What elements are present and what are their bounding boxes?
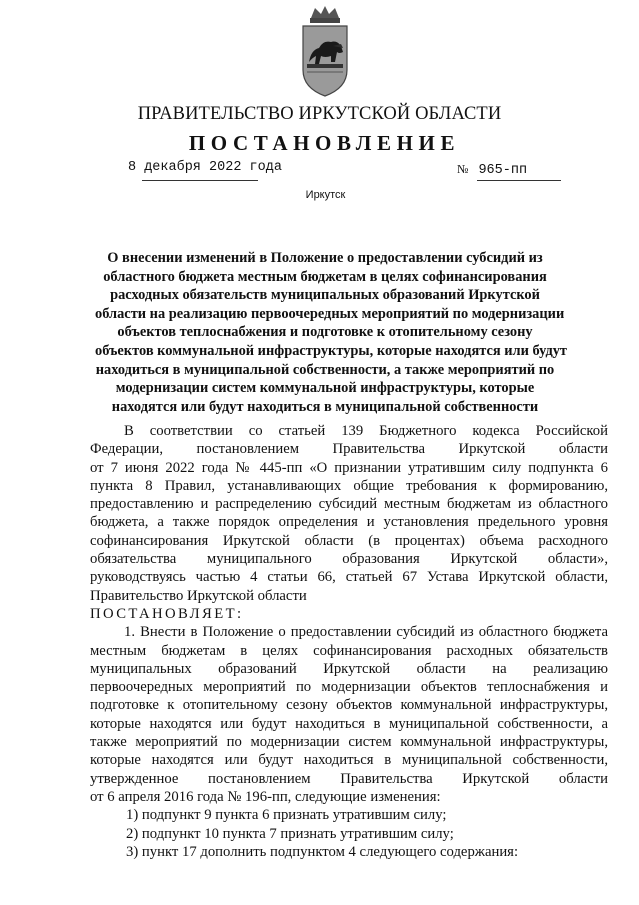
- item1-line: утвержденное постановлением Правительства Иркутской области: [90, 770, 608, 787]
- preamble-line: руководствуясь частью 4 статьи 66, статьей 67 Устава Иркутской области,: [90, 569, 608, 586]
- item1-line: первоочередных мероприятий по модернизации объектов теплоснабжения и: [90, 679, 608, 696]
- city-name: Иркутск: [305, 189, 346, 201]
- item1-line: подготовке к отопительному сезону объектов коммунальной инфраструктуры,: [90, 697, 608, 714]
- date-value: 8 декабря 2022 года: [128, 160, 282, 175]
- preamble-line: обязательства муниципального образования Иркутской области»,: [90, 551, 608, 568]
- heading-line: расходных обязательств муниципальных образований Иркутской: [110, 287, 540, 304]
- item1-line: 1. Внести в Положение о предоставлении субсидий из областного бюджета: [124, 624, 608, 641]
- heading-line: областного бюджета местным бюджетам в целях софинансирования: [103, 268, 547, 285]
- heading-line: модернизации систем коммунальной инфраструктуры, которые: [115, 380, 535, 397]
- decree-word: ПОСТАНОВЛЯЕТ:: [90, 605, 244, 622]
- heading-line: О внесении изменений в Положение о предоставлении субсидий из: [107, 250, 543, 266]
- item1-line: местным бюджетам в целях софинансирования расходных обязательств: [90, 642, 608, 659]
- preamble-line: Правительство Иркутской области: [90, 587, 307, 604]
- number-value: 965-пп: [478, 163, 528, 178]
- date-underline: [142, 180, 258, 181]
- heading-line: объектов коммунальной инфраструктуры, которые находятся или будут: [95, 342, 567, 359]
- document-date: [128, 160, 282, 175]
- preamble-line: пункта 8 Правил, устанавливающих общие требования к формированию,: [90, 477, 608, 494]
- number-underline: [477, 180, 561, 181]
- preamble-line: бюджета, а также порядок определения и установления предельного уровня: [90, 514, 608, 531]
- item1-line: которые находятся или будут находиться в муниципальной собственности,: [90, 752, 608, 769]
- item1-line: муниципальных образований Иркутской области на реализацию: [90, 660, 608, 677]
- item1-line: также мероприятий по модернизации систем коммунальной инфраструктуры,: [90, 734, 608, 751]
- number-sign: №: [457, 162, 469, 176]
- heading-line: находятся или будут находиться в муниципальной собственности: [111, 398, 539, 415]
- preamble-line: предоставлению и распределению субсидий местным бюджетам из областного: [90, 496, 608, 513]
- heading-line: объектов теплоснабжения и подготовке к отопительному сезону: [117, 324, 533, 341]
- document-number: [457, 162, 561, 178]
- document-heading: [95, 249, 567, 416]
- coat-of-arms-icon: [297, 4, 353, 98]
- document-body: [90, 422, 608, 861]
- sub-item: 2) подпункт 10 пункта 7 признать утратившим силу;: [126, 825, 454, 842]
- preamble-line: софинансирования Иркутской области (в процентах) объема расходного: [90, 532, 608, 549]
- heading-line: области на реализацию первоочередных мероприятий по модернизации: [95, 305, 565, 322]
- heading-line: находиться в муниципальной собственности, а также мероприятий по: [95, 361, 555, 378]
- preamble-line: Федерации, постановлением Правительства Иркутской области: [90, 441, 608, 458]
- preamble-line: от 7 июня 2022 года № 445-пп «О признании утратившим силу подпункта 6: [90, 459, 608, 476]
- sub-item: 3) пункт 17 дополнить подпунктом 4 следующего содержания:: [126, 843, 519, 860]
- government-title: ПРАВИТЕЛЬСТВО ИРКУТСКОЙ ОБЛАСТИ: [137, 104, 502, 124]
- item1-line: от 6 апреля 2016 года № 196-пп, следующие изменения:: [90, 788, 441, 805]
- preamble-line: В соответствии со статьей 139 Бюджетного кодекса Российской: [124, 423, 608, 439]
- item1-line: которые находятся или будут находиться в муниципальной собственности, а: [90, 715, 608, 732]
- document-type: ПОСТАНОВЛЕНИЕ: [188, 131, 461, 155]
- sub-item: 1) подпункт 9 пункта 6 признать утратившим силу;: [126, 807, 447, 824]
